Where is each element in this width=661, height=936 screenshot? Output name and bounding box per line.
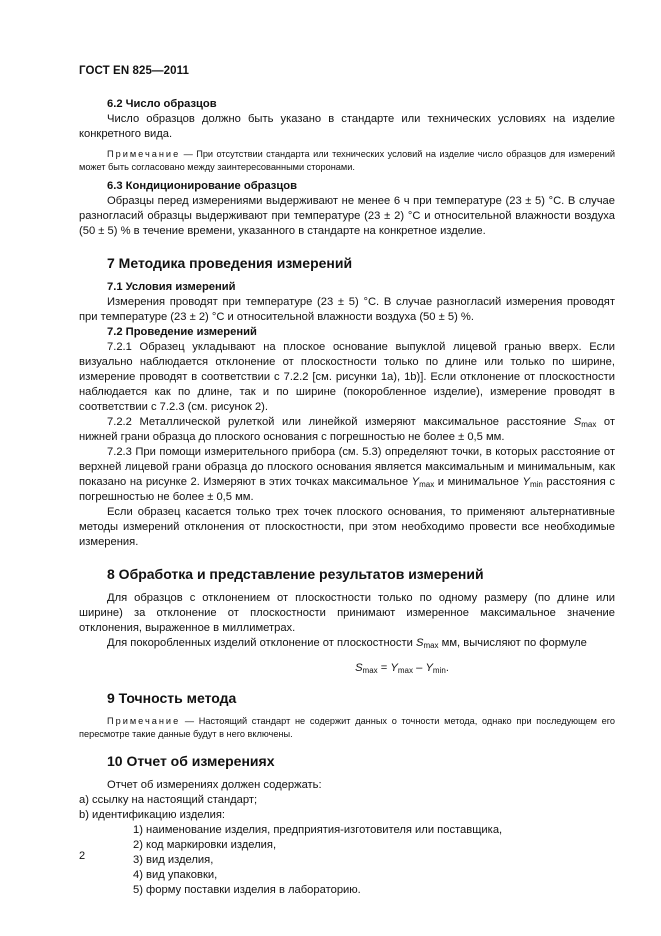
symbol-s-sub: max — [423, 641, 439, 650]
symbol-s: S — [415, 637, 424, 649]
formula-y-min-sub: min — [432, 666, 446, 675]
section-6-3-title: 6.3 Кондиционирование образцов — [107, 180, 297, 192]
section-9-note — [79, 715, 615, 740]
note-text: — Настоящий стандарт не содержит данных о точности метода, однако при последующем его пересмотре такие данные будут в него включены. — [79, 716, 615, 739]
symbol-y-min-sub: min — [529, 480, 543, 489]
section-7-1-text: Измерения проводят при температуре (23 ± 5) °С. В случае разногласий измерения проводят при температуре (23 ± 2) °С и относительной влажности воздуха (50 ± 5) %. — [79, 296, 615, 323]
symbol-y-max: Y — [411, 476, 420, 488]
report-item-b: b) идентификацию изделия: — [79, 809, 226, 821]
note-text: — При отсутствии стандарта или технических условий на изделие число образцов для измерений может быть согласовано между заинтересованными сторонами. — [79, 149, 615, 172]
report-subitem: 1) наименование изделия, предприятия-изготовителя или поставщика, — [133, 824, 503, 836]
document-header: ГОСТ EN 825—2011 — [79, 65, 189, 77]
clause-7-2-3-text-c: расстояния с погрешностью не более ± 0,5 мм. — [79, 476, 615, 503]
section-10-title: 10 Отчет об измерениях — [107, 753, 275, 769]
symbol-s: S — [573, 416, 582, 428]
section-7-title: 7 Методика проведения измерений — [107, 255, 353, 271]
clause-7-2-2 — [79, 415, 615, 445]
clause-7-2-3-text-a: 7.2.3 При помощи измерительного прибора (см. 5.3) определяют точки, в которых расстояние от верхней лицевой грани образца до плоского основания является максимальным и минимальным, как показано на рисунке 2. Измеряют в этих точках максимальное — [79, 446, 615, 488]
clause-7-2-1: 7.2.1 Образец укладывают на плоское основание выпуклой лицевой гранью вверх. Если визуально наблюдается отклонение от плоскостности только по длине или только по ширине, измерение проводят в соответствии с 7.2.2 [см. рисунки 1а), 1b)]. Если отклонение от плоскостности наблюдается как по длине, так и по ширине (покоробленное изделие), измерение проводят в соответствии с 7.2.3 (см. рисунок 2). — [79, 341, 615, 413]
report-subitem: 3) вид изделия, — [133, 854, 214, 866]
symbol-y-max-sub: max — [419, 480, 435, 489]
report-subitem: 2) код маркировки изделия, — [133, 839, 277, 851]
symbol-y-min: Y — [522, 476, 530, 488]
formula-y-min: Y — [425, 662, 433, 674]
report-subitem: 5) форму поставки изделия в лабораторию. — [133, 884, 361, 896]
section-8-text-2-b: мм, вычисляют по формуле — [438, 637, 587, 649]
section-8-text-2 — [79, 636, 615, 651]
section-6-2-title: 6.2 Число образцов — [107, 98, 217, 110]
formula-equals: = — [377, 662, 391, 674]
formula-s-sub: max — [362, 666, 378, 675]
clause-7-2-2-text-a: 7.2.2 Металлической рулеткой или линейкой измеряют максимальное расстояние — [107, 416, 574, 428]
section-7-1-title: 7.1 Условия измерений — [107, 281, 236, 293]
report-subitem: 4) вид упаковки, — [133, 869, 218, 881]
section-9-title: 9 Точность метода — [107, 690, 237, 706]
note-label: Примечание — [107, 149, 181, 159]
section-8-text-2-a: Для покоробленных изделий отклонение от плоскостности — [107, 637, 416, 649]
note-label: Примечание — [107, 716, 181, 726]
clause-7-2-3 — [79, 445, 615, 505]
symbol-s-sub: max — [581, 420, 597, 429]
report-intro: Отчет об измерениях должен содержать: — [107, 779, 322, 791]
section-7-2-title: 7.2 Проведение измерений — [107, 326, 257, 338]
section-6-2-note — [79, 148, 615, 173]
formula — [79, 661, 615, 676]
document-page — [79, 64, 615, 898]
section-8-title: 8 Обработка и представление результатов измерений — [107, 566, 484, 582]
section-6-3-text: Образцы перед измерениями выдерживают не менее 6 ч при температуре (23 ± 5) °С. В случае разногласий образцы выдерживают при температуре (23 ± 2) °С и относительной влажности воздуха (50 ± 5) % в течение времени, указанного в стандарте на конкретное изделие. — [79, 195, 615, 237]
report-item-a: а) ссылку на настоящий стандарт; — [79, 794, 258, 806]
formula-y-max-sub: max — [397, 666, 413, 675]
clause-7-2-3-text-b: и минимальное — [434, 476, 523, 488]
formula-minus: – — [413, 662, 426, 674]
formula-s: S — [355, 662, 363, 674]
formula-y-max: Y — [390, 662, 398, 674]
section-6-2-text: Число образцов должно быть указано в стандарте или технических условиях на изделие конкретного вида. — [79, 113, 615, 140]
clause-three-points: Если образец касается только трех точек плоского основания, то применяют альтернативные методы измерений отклонения от плоскостности, при этом необходимо провести все необходимые измерения. — [79, 506, 615, 548]
page-number: 2 — [79, 850, 86, 862]
section-8-text-1: Для образцов с отклонением от плоскостности только по одному размеру (по длине или ширине) за отклонение от плоскостности принимают измеренное максимальное значение отклонения, выраженное в миллиметрах. — [79, 592, 615, 634]
clause-7-2-2-text-b: от нижней грани образца до плоского основания с погрешностью не более ± 0,5 мм. — [79, 416, 615, 443]
formula-end: . — [445, 662, 449, 674]
